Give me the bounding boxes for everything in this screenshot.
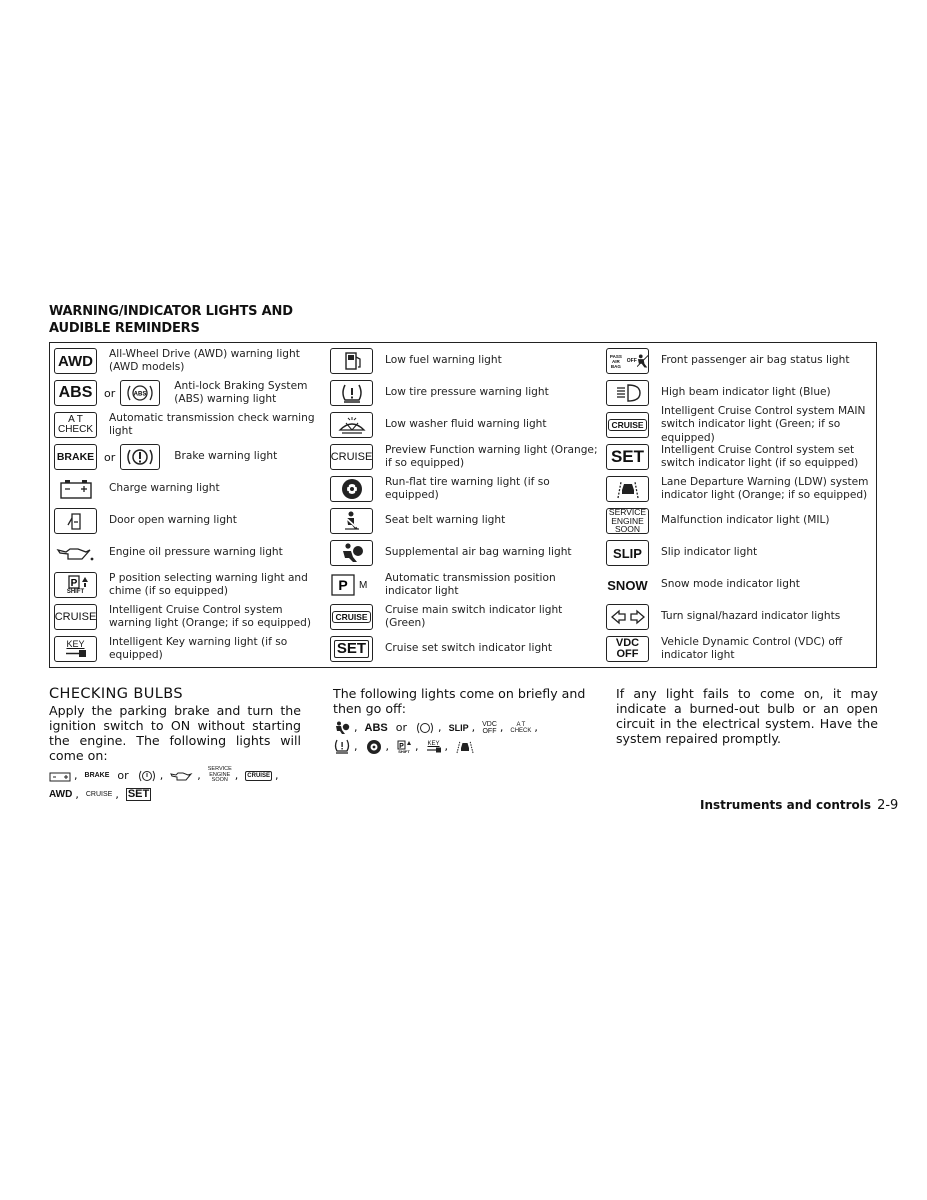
- row-desc: Intelligent Cruise Control system warning light (Orange; if so equipped): [109, 603, 311, 629]
- shift-text: SHIFT: [398, 748, 410, 754]
- m-text: M: [359, 579, 368, 591]
- brief-lights-icons: , ABS or , SLIP , VDC OFF , A T CHECK , , , P SHIFT , KEY ,: [333, 718, 595, 756]
- footer-section: Instruments and controls: [700, 798, 872, 812]
- soon-text: SOON: [614, 524, 641, 535]
- row-desc: All-Wheel Drive (AWD) warning light (AWD models): [109, 347, 300, 373]
- slip-label: SLIP: [448, 722, 469, 733]
- battery-icon: [49, 770, 71, 782]
- service-text: SERVICE: [207, 766, 232, 773]
- row-desc: Snow mode indicator light: [661, 578, 800, 591]
- row-slip: [602, 538, 876, 568]
- row-desc: Cruise set switch indicator light: [385, 642, 553, 655]
- shift-text: SHIFT: [66, 589, 85, 595]
- page-footer: [700, 798, 898, 813]
- row-p-shift: [50, 570, 324, 600]
- cruise-text: CRUISE: [332, 611, 370, 623]
- oil-can-icon: [170, 770, 194, 782]
- row-turn-signal: [602, 602, 876, 632]
- key-text: KEY: [66, 639, 85, 649]
- vdc-off-icon: [606, 636, 649, 662]
- row-desc: Low washer fluid warning light: [385, 418, 547, 431]
- svg-text:P: P: [70, 578, 77, 589]
- abs-label: ABS: [364, 721, 388, 734]
- door-open-icon: [54, 508, 97, 534]
- pass-airbag-icon: [606, 348, 649, 374]
- row-vdc-off: [602, 634, 876, 664]
- brake-text-icon: BRAKE: [54, 444, 97, 470]
- row-cruise-main: [326, 602, 600, 632]
- row-oil: [50, 538, 324, 568]
- seat-belt-icon: [330, 508, 373, 534]
- indicator-table: [49, 342, 877, 668]
- awd-icon: AWD: [54, 348, 97, 374]
- high-beam-icon: [606, 380, 649, 406]
- soon-text: SOON: [211, 777, 228, 784]
- row-door: [50, 506, 324, 536]
- or-label: or: [104, 386, 116, 400]
- vdc-text: VDC: [482, 720, 497, 728]
- row-desc: Intelligent Cruise Control system MAIN switch indicator light (Green; if so equipped): [661, 404, 866, 444]
- checking-bulbs-title: CHECKING BULBS: [49, 686, 183, 702]
- row-desc: P position selecting warning light and chime (if so equipped): [109, 571, 308, 597]
- row-desc: Anti-lock Braking System (ABS) warning light: [174, 379, 308, 405]
- at-text: A T: [516, 721, 526, 728]
- row-desc: Malfunction indicator light (MIL): [661, 514, 830, 527]
- row-low-fuel: [326, 346, 600, 376]
- battery-icon: [54, 476, 97, 502]
- row-snow: [602, 570, 876, 600]
- cruise-preview-icon: CRUISE: [330, 444, 373, 470]
- washer-fluid-icon: [330, 412, 373, 438]
- tire-pressure-icon: [333, 739, 351, 754]
- row-seat-belt: [326, 506, 600, 536]
- check-text: CHECK: [510, 727, 532, 734]
- at-text: A T: [68, 414, 83, 425]
- row-cruise-warning: [50, 602, 324, 632]
- row-desc: Door open warning light: [109, 514, 237, 527]
- row-desc: Lane Departure Warning (LDW) system indicator light (Orange; if so equipped): [661, 475, 869, 501]
- row-desc: Preview Function warning light (Orange; if so equipped): [385, 443, 598, 469]
- svg-text:P: P: [338, 577, 348, 593]
- on-lights-icons: , BRAKE or , , SERVICE ENGINE SOON , CRUISE , AWD , CRUISE , SET: [49, 766, 279, 801]
- row-desc: Intelligent Key warning light (if so equipped): [109, 635, 288, 661]
- off-text: OFF: [482, 727, 497, 735]
- engine-text: ENGINE: [611, 515, 644, 526]
- airbag-icon: [333, 721, 351, 735]
- row-ldw: [602, 474, 876, 504]
- icc-main-icon: [606, 412, 649, 438]
- run-flat-tire-icon: [365, 739, 383, 755]
- row-airbag: [326, 538, 600, 568]
- row-mil: [602, 506, 876, 536]
- row-desc: Charge warning light: [109, 482, 220, 495]
- row-desc: Intelligent Cruise Control system set switch indicator light (if so equipped): [661, 443, 859, 469]
- set-icon: [330, 636, 373, 662]
- lane-departure-icon: [606, 476, 649, 502]
- cruise-icon: CRUISE: [247, 772, 270, 779]
- abs-circle-text: ABS: [133, 391, 147, 398]
- row-desc: Low fuel warning light: [385, 354, 502, 367]
- tire-pressure-icon: [330, 380, 373, 406]
- fuel-pump-icon: [330, 348, 373, 374]
- slip-icon: SLIP: [606, 540, 649, 566]
- vdc-text: VDC: [615, 637, 640, 649]
- brake-label: BRAKE: [84, 771, 110, 779]
- row-abs: [50, 378, 324, 408]
- cruise-text: CRUISE: [608, 419, 646, 431]
- abs-circle-icon: [120, 380, 160, 406]
- checking-para-3: If any light fails to come on, it may indicate a burned-out bulb or an open circuit in the electrical system. Have the system repaired promptly.: [616, 686, 878, 746]
- oil-can-icon: [54, 540, 97, 566]
- abs-icon: ABS: [54, 380, 97, 406]
- brake-circle-icon: [137, 769, 157, 783]
- row-desc: Cruise main switch indicator light (Green): [385, 603, 563, 629]
- vdc-off-label: [482, 721, 497, 735]
- service-text: SERVICE: [608, 507, 647, 518]
- off-text: OFF: [626, 358, 637, 364]
- airbag-icon: [330, 540, 373, 566]
- set-text: SET: [334, 640, 369, 658]
- row-icc-set: [602, 442, 876, 472]
- at-check-icon: [54, 412, 97, 438]
- checking-column-1: [49, 686, 301, 804]
- or-label: or: [104, 450, 116, 464]
- checking-para-1: Apply the parking brake and turn the ignition switch to ON without starting the engine. The following lights will come on:: [49, 703, 301, 763]
- row-desc: Brake warning light: [174, 450, 278, 463]
- row-desc: Slip indicator light: [661, 546, 758, 559]
- row-at-position: [326, 570, 600, 600]
- off-text: OFF: [616, 648, 639, 660]
- awd-label: AWD: [49, 788, 73, 800]
- service-engine-soon-icon: [606, 508, 649, 534]
- checking-column-3: [616, 686, 878, 746]
- row-pass-airbag: [602, 346, 876, 376]
- row-high-beam: [602, 378, 876, 408]
- page-number: 2-9: [877, 798, 899, 813]
- row-washer: [326, 410, 600, 440]
- checking-column-2: [333, 686, 595, 756]
- brake-circle-icon: [120, 444, 160, 470]
- row-cruise-set: [326, 634, 600, 664]
- lane-departure-icon: [455, 740, 475, 754]
- row-awd: [50, 346, 324, 376]
- page-heading: WARNING/INDICATOR LIGHTS AND AUDIBLE REMINDERS: [49, 304, 293, 336]
- engine-text: ENGINE: [209, 771, 231, 778]
- row-desc: Engine oil pressure warning light: [109, 546, 283, 559]
- row-brake: [50, 442, 324, 472]
- at-check-label: [510, 722, 531, 734]
- row-charge: [50, 474, 324, 504]
- row-preview-function: [326, 442, 600, 472]
- row-desc: Supplemental air bag warning light: [385, 546, 572, 559]
- check-text: CHECK: [57, 424, 93, 435]
- or-label: or: [395, 721, 408, 734]
- row-icc-main: [602, 404, 876, 444]
- p-shift-icon: [396, 740, 412, 754]
- at-position-icon: [330, 572, 373, 598]
- row-tire-pressure: [326, 378, 600, 408]
- row-desc: Run-flat tire warning light (if so equipped): [385, 475, 550, 501]
- key-text: KEY: [427, 740, 440, 747]
- abs-circle-icon: [415, 721, 435, 735]
- svg-text:P: P: [399, 742, 404, 750]
- checking-para-2: The following lights come on briefly and then go off:: [333, 686, 586, 716]
- row-desc: Automatic transmission position indicator light: [385, 571, 556, 597]
- row-desc: Low tire pressure warning light: [385, 386, 549, 399]
- row-desc: Automatic transmission check warning light: [109, 411, 315, 437]
- cruise-main-icon: [330, 604, 373, 630]
- set-icon: SET: [127, 788, 150, 800]
- pass-text: PASS: [609, 353, 622, 359]
- row-desc: Vehicle Dynamic Control (VDC) off indicator light: [661, 635, 843, 661]
- pass-airbag-text: [607, 354, 625, 369]
- key-icon: [426, 741, 442, 753]
- key-icon: [54, 636, 97, 662]
- row-key: [50, 634, 324, 664]
- row-desc: Turn signal/hazard indicator lights: [661, 610, 841, 623]
- row-run-flat: [326, 474, 600, 504]
- icc-set-icon: SET: [606, 444, 649, 470]
- p-shift-icon: [54, 572, 97, 598]
- turn-signal-icon: [606, 604, 649, 630]
- row-desc: Front passenger air bag status light: [661, 354, 850, 367]
- snow-icon: SNOW: [606, 572, 649, 598]
- cruise-label: CRUISE: [85, 790, 113, 798]
- service-engine-soon-icon: [208, 767, 232, 784]
- airbag-text: AIR BAG: [610, 358, 621, 369]
- run-flat-tire-icon: [330, 476, 373, 502]
- or-label: or: [117, 769, 129, 782]
- row-desc: High beam indicator light (Blue): [661, 386, 831, 399]
- cruise-warning-icon: CRUISE: [54, 604, 97, 630]
- row-at-check: [50, 410, 324, 440]
- row-desc: Seat belt warning light: [385, 514, 506, 527]
